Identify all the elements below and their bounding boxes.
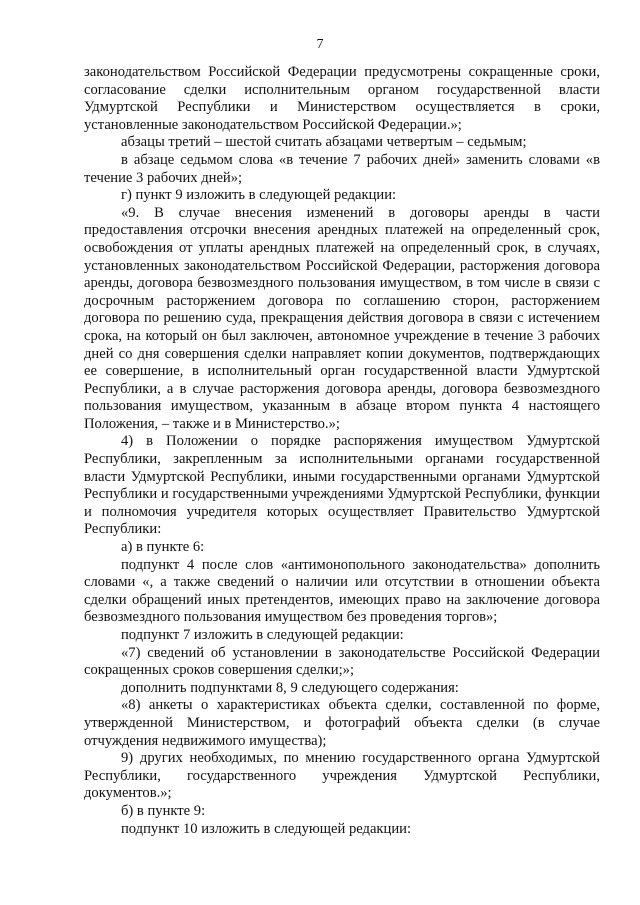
paragraph-subpoint-4: подпункт 4 после слов «антимонопольного законодательства» дополнить словами «, а также сведений о наличии или отсутствии в отношении объекта сделки обращений иных претендентов, имеющих право на заключение договора безвозмездного пользования имуществом без проведения торгов»; bbox=[84, 556, 600, 626]
paragraph-item-a: а) в пункте 6: bbox=[121, 539, 205, 556]
paragraph-subpoint-10-intro: подпункт 10 изложить в следующей редакции: bbox=[121, 820, 412, 837]
paragraph-abzac-seventh: в абзаце седьмом слова «в течение 7 рабочих дней» заменить словами «в течение 3 рабочих дней»; bbox=[84, 151, 600, 186]
paragraph-point-9: «9. В случае внесения изменений в договоры аренды в части предоставления отсрочки внесения арендных платежей на определенный срок, освобождения от уплаты арендных платежей на определенный срок, в случаях, установленных законодательством Российской Федерации, расторжения договора аренды, договора безвозмездного пользования имуществом, в том числе в связи с досрочным расторжением договора по соглашению сторон, расторжением договора по решению суда, прекращения действия договора в связи с истечением срока, на который он был заключен, автономное учреждение в течение 3 рабочих дней со дня совершения сделки направляет копии документов, подтверждающих ее совершение, в исполнительный орган государственной власти Удмуртской Республики, а в случае расторжения договора аренды, договора безвозмездного пользования имуществом, указанным в абзаце втором пункта 4 настоящего Положения, – также и в Министерство.»; bbox=[84, 204, 600, 432]
paragraph-item-4: 4) в Положении о порядке распоряжения имуществом Удмуртской Республики, закрепленным за исполнительными органами государственной власти Удмуртской Республики, иными государственными органами Удмуртской Республики и государственными учреждениями Удмуртской Республики, функции и полномочия учредителя которых осуществляет Правительство Удмуртской Республики: bbox=[84, 433, 600, 538]
paragraph-subpoint-9: 9) других необходимых, по мнению государственного органа Удмуртской Республики, государственного учреждения Удмуртской Республики, документов.»; bbox=[84, 750, 600, 802]
paragraph-item-b: б) в пункте 9: bbox=[121, 802, 206, 819]
paragraph-subpoints-8-9-intro: дополнить подпунктами 8, 9 следующего содержания: bbox=[121, 679, 459, 696]
page-number: 7 bbox=[316, 37, 324, 52]
paragraph-subpoint-8: «8) анкеты о характеристиках объекта сделки, составленной по форме, утвержденной Министерством, и фотографий объекта сделки (в случае отчуждения недвижимого имущества); bbox=[84, 697, 600, 749]
paragraph-item-g: г) пункт 9 изложить в следующей редакции: bbox=[121, 187, 397, 204]
paragraph-renumber-abzacy: абзацы третий – шестой считать абзацами четвертым – седьмым; bbox=[121, 134, 527, 151]
paragraph-continuation: законодательством Российской Федерации предусмотрены сокращенные сроки, согласование сделки исполнительным органом государственной власти Удмуртской Республики и Министерством осуществляется в сроки, установленные законодательством Российской Федерации.»; bbox=[84, 64, 600, 133]
paragraph-subpoint-7-text: «7) сведений об установлении в законодательстве Российской Федерации сокращенных сроков совершения сделки;»; bbox=[84, 644, 600, 679]
paragraph-subpoint-7-intro: подпункт 7 изложить в следующей редакции: bbox=[121, 627, 404, 643]
document-body bbox=[84, 64, 600, 838]
